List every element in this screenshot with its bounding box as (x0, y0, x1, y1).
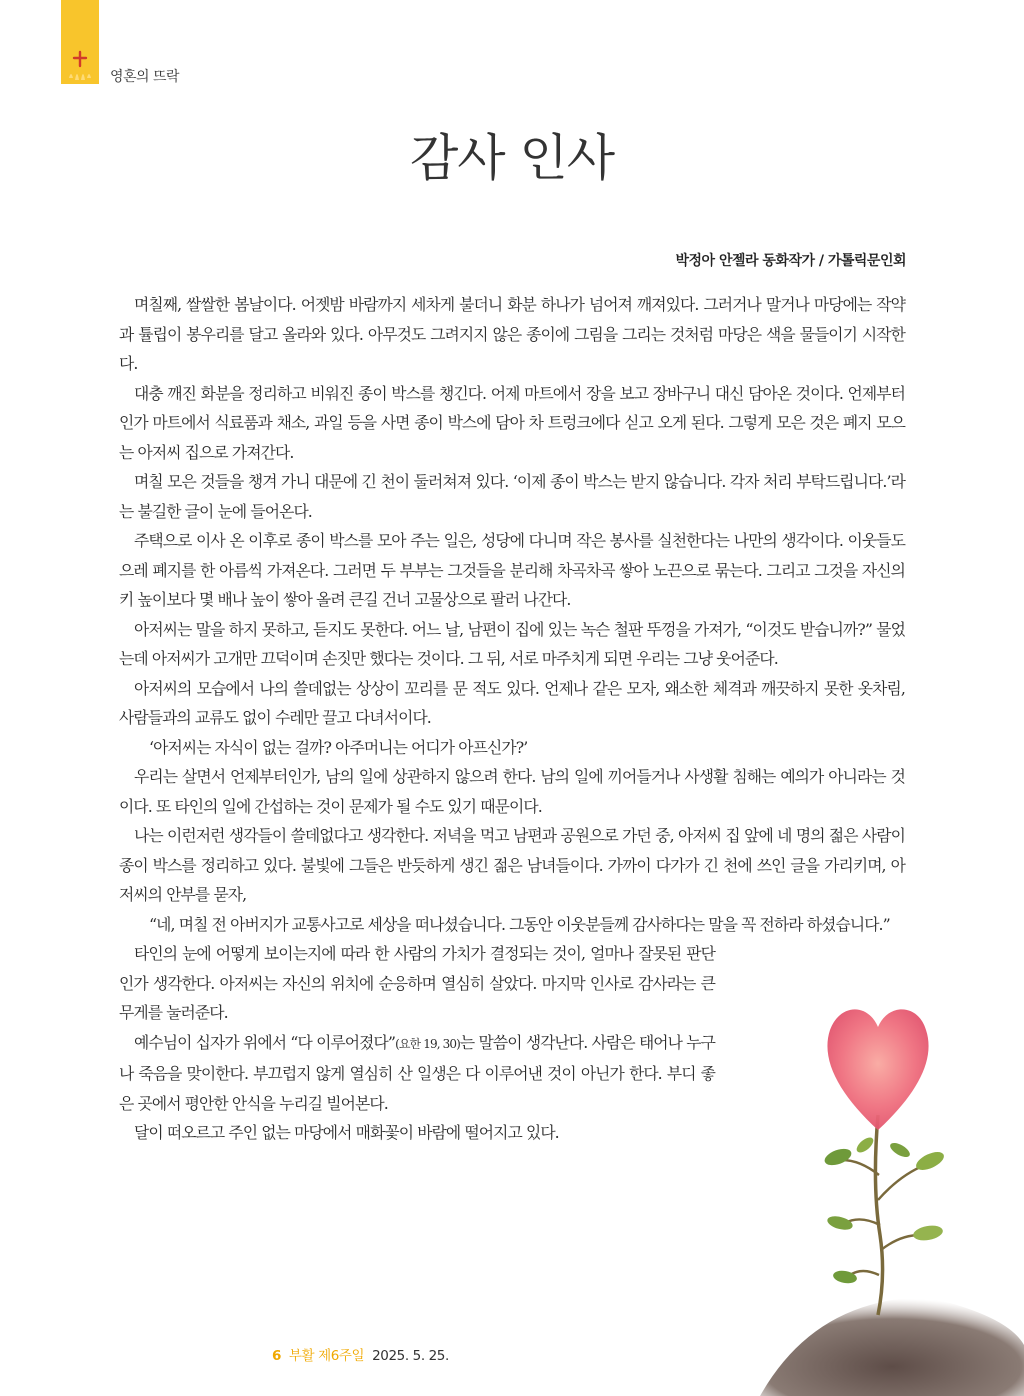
paragraph: 주택으로 이사 온 이후로 종이 박스를 모아 주는 일은, 성당에 다니며 작은 봉사를 실천한다는 나만의 생각이다. 이웃들도 으레 폐지를 한 아름씩 가져온다. 그러면 두 부부는 그것들을 분리해 차곡차곡 쌓아 노끈으로 묶는다. 그리고 그것을 자신의 키 높이보다 몇 배나 높이 쌓아 올려 큰길 건너 고물상으로 팔러 나간다. (119, 531, 905, 609)
paragraph: 우리는 살면서 언제부터인가, 남의 일에 상관하지 않으려 한다. 남의 일에 끼어들거나 사생활 침해는 예의가 아니라는 것이다. 또 타인의 일에 간섭하는 것이 문제가 될 수도 있기 때문이다. (119, 767, 905, 816)
soil-mound (760, 1298, 1024, 1396)
author-byline: 박정아 안젤라 동화작가 / 가톨릭문인회 (675, 253, 906, 269)
candle-icon (61, 44, 99, 84)
paragraph: “네, 며칠 전 아버지가 교통사고로 세상을 떠나셨습니다. 그동안 이웃분들께 감사하다는 말을 꼭 전하라 하셨습니다.” (149, 914, 890, 934)
issue-date: 2025. 5. 25. (372, 1348, 449, 1364)
page-footer (272, 1344, 449, 1364)
paragraph: 며칠 모은 것들을 챙겨 가니 대문에 긴 천이 둘러쳐져 있다. ‘이제 종이 박스는 받지 않습니다. 각자 처리 부탁드립니다.’라는 불길한 글이 눈에 들어온다. (119, 472, 905, 521)
bible-citation: (요한 19, 30) (395, 1036, 460, 1051)
page-number: 6 (272, 1348, 281, 1364)
paragraph (119, 1028, 715, 1119)
paragraph: 나는 이런저런 생각들이 쓸데없다고 생각한다. 저녁을 먹고 남편과 공원으로 가던 중, 아저씨 집 앞에 네 명의 젊은 사람이 종이 박스를 정리하고 있다. 불빛에 그들은 반듯하게 생긴 젊은 남녀들이다. 가까이 다가가 긴 천에 쓰인 글을 가리키며, 아저씨의 안부를 묻자, (119, 826, 905, 904)
paragraph-part: 예수님이 십자가 위에서 “다 이루어졌다” (134, 1032, 396, 1052)
paragraph: 달이 떠오르고 주인 없는 마당에서 매화꽃이 바람에 떨어지고 있다. (134, 1123, 559, 1142)
paragraph: 타인의 눈에 어떻게 보이는지에 따라 한 사람의 가치가 결정되는 것이, 얼마나 잘못된 판단인가 생각한다. 아저씨는 자신의 위치에 순응하며 열심히 살았다. 마지막 인사로 감사라는 큰 무게를 눌러준다. (119, 944, 715, 1022)
liturgical-week: 부활 제6주일 (288, 1348, 365, 1364)
plant-stem (875, 1115, 882, 1315)
paragraph: 며칠째, 쌀쌀한 봄날이다. 어젯밤 바람까지 세차게 불더니 화분 하나가 넘어져 깨져있다. 그러거나 말거나 마당에는 작약과 튤립이 봉우리를 달고 올라와 있다. 아무것도 그려지지 않은 종이에 그림을 그리는 것처럼 마당은 색을 물들이기 시작한다. (119, 295, 905, 373)
heart-flower (827, 1009, 928, 1130)
paragraph: 아저씨의 모습에서 나의 쓸데없는 상상이 꼬리를 문 적도 있다. 언제나 같은 모자, 왜소한 체격과 깨끗하지 못한 옷차림, 사람들과의 교류도 없이 수레만 끌고 다녀서이다. (119, 678, 905, 727)
section-label: 영혼의 뜨락 (110, 69, 180, 85)
page-title: 감사 인사 (409, 129, 615, 187)
heart-plant-illustration (760, 985, 1024, 1396)
section-tab (61, 0, 99, 84)
paragraph: ‘아저씨는 자식이 없는 걸까? 아주머니는 어디가 아프신가?’ (149, 737, 528, 757)
paragraph: 대충 깨진 화분을 정리하고 비워진 종이 박스를 챙긴다. 어제 마트에서 장을 보고 장바구니 대신 담아온 것이다. 언제부터인가 마트에서 식료품과 채소, 과일 등을 사면 종이 박스에 담아 차 트렁크에다 싣고 오게 된다. 그렇게 모은 것은 폐지 모으는 아저씨 집으로 가져간다. (119, 383, 905, 462)
paragraph-part: 는 말씀이 생각난다. 사람은 태어나 누구나 죽음을 맞이한다. 부끄럽지 않게 열심히 산 일생은 다 이루어낸 것이 아닌가 한다. 부디 좋은 곳에서 평안한 안식을 누리길 빌어본다. (119, 1032, 715, 1113)
paragraph: 아저씨는 말을 하지 못하고, 듣지도 못한다. 어느 날, 남편이 집에 있는 녹슨 철판 뚜껑을 가져가, “이것도 받습니까?” 물었는데 아저씨가 고개만 끄덕이며 손짓만 했다는 것이다. 그 뒤, 서로 마주치게 되면 우리는 그냥 웃어준다. (119, 619, 905, 668)
